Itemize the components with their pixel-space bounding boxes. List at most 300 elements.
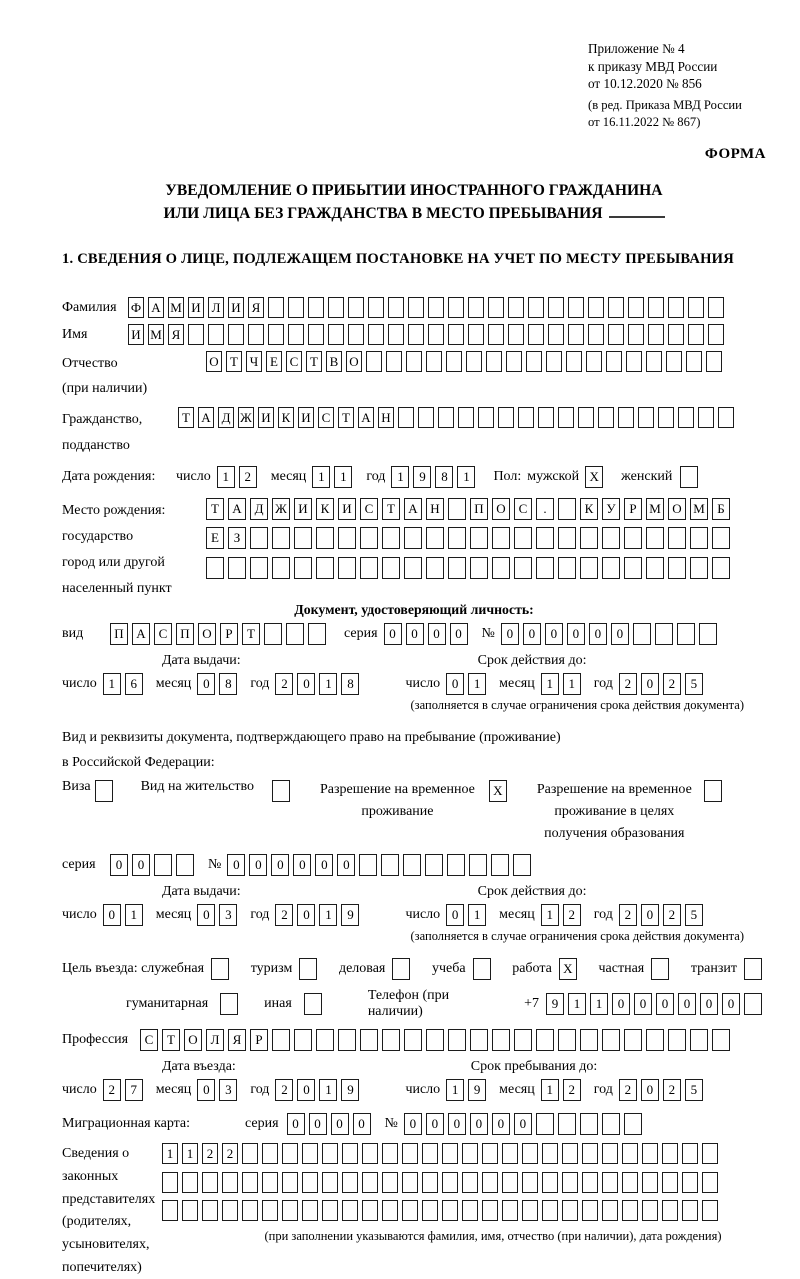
char-cell[interactable]	[208, 324, 224, 345]
char-cell[interactable]	[95, 780, 113, 802]
char-cell[interactable]: О	[346, 351, 362, 372]
char-cell[interactable]: К	[580, 498, 598, 520]
char-cell[interactable]	[642, 1143, 658, 1164]
char-cell[interactable]	[482, 1143, 498, 1164]
char-cell[interactable]	[542, 1200, 558, 1221]
char-cell[interactable]	[558, 527, 576, 549]
char-cell[interactable]	[322, 1143, 338, 1164]
char-cell[interactable]: .	[536, 498, 554, 520]
char-cell[interactable]: 9	[546, 993, 564, 1015]
char-cell[interactable]: 0	[406, 623, 424, 645]
char-cell[interactable]	[558, 498, 576, 520]
char-cell[interactable]	[488, 297, 504, 318]
char-cell[interactable]	[362, 1143, 378, 1164]
char-cell[interactable]: У	[602, 498, 620, 520]
char-cell[interactable]	[558, 407, 574, 428]
char-cell[interactable]: 0	[337, 854, 355, 876]
char-cell[interactable]	[628, 297, 644, 318]
char-cell[interactable]	[638, 407, 654, 428]
char-cell[interactable]	[288, 324, 304, 345]
char-cell[interactable]	[608, 324, 624, 345]
char-cell[interactable]: 0	[611, 623, 629, 645]
char-cell[interactable]: 1	[103, 673, 121, 695]
char-cell[interactable]	[522, 1172, 538, 1193]
char-cell[interactable]: 1	[182, 1143, 198, 1164]
char-cell[interactable]	[582, 1143, 598, 1164]
char-cell[interactable]	[680, 466, 698, 488]
char-cell[interactable]	[580, 1029, 598, 1051]
char-cell[interactable]: И	[258, 407, 274, 428]
char-cell[interactable]: 0	[426, 1113, 444, 1135]
char-cell[interactable]	[458, 407, 474, 428]
char-cell[interactable]	[628, 324, 644, 345]
char-cell[interactable]	[666, 351, 682, 372]
char-cell[interactable]: А	[358, 407, 374, 428]
char-cell[interactable]: Ж	[272, 498, 290, 520]
char-cell[interactable]	[422, 1143, 438, 1164]
char-cell[interactable]	[294, 1029, 312, 1051]
char-cell[interactable]	[382, 1172, 398, 1193]
char-cell[interactable]	[262, 1172, 278, 1193]
char-cell[interactable]	[448, 498, 466, 520]
char-cell[interactable]	[478, 407, 494, 428]
char-cell[interactable]	[422, 1200, 438, 1221]
char-cell[interactable]	[744, 993, 762, 1015]
char-cell[interactable]	[646, 1029, 664, 1051]
char-cell[interactable]	[608, 297, 624, 318]
char-cell[interactable]: 1	[319, 1079, 337, 1101]
char-cell[interactable]: П	[176, 623, 194, 645]
char-cell[interactable]	[404, 527, 422, 549]
char-cell[interactable]: 0	[514, 1113, 532, 1135]
char-cell[interactable]	[568, 324, 584, 345]
char-cell[interactable]	[682, 1172, 698, 1193]
char-cell[interactable]	[308, 297, 324, 318]
char-cell[interactable]	[328, 324, 344, 345]
char-cell[interactable]: С	[514, 498, 532, 520]
char-cell[interactable]	[302, 1143, 318, 1164]
char-cell[interactable]	[426, 557, 444, 579]
char-cell[interactable]: Т	[242, 623, 260, 645]
char-cell[interactable]: 1	[162, 1143, 178, 1164]
char-cell[interactable]: 0	[492, 1113, 510, 1135]
char-cell[interactable]: 0	[722, 993, 740, 1015]
char-cell[interactable]: И	[228, 297, 244, 318]
char-cell[interactable]: П	[110, 623, 128, 645]
char-cell[interactable]	[508, 297, 524, 318]
char-cell[interactable]	[342, 1172, 358, 1193]
char-cell[interactable]	[712, 1029, 730, 1051]
char-cell[interactable]: 2	[103, 1079, 121, 1101]
char-cell[interactable]: 0	[271, 854, 289, 876]
char-cell[interactable]	[438, 407, 454, 428]
char-cell[interactable]: Е	[206, 527, 224, 549]
char-cell[interactable]	[228, 324, 244, 345]
char-cell[interactable]	[448, 324, 464, 345]
char-cell[interactable]	[342, 1200, 358, 1221]
char-cell[interactable]	[382, 527, 400, 549]
char-cell[interactable]: С	[140, 1029, 158, 1051]
char-cell[interactable]	[514, 557, 532, 579]
char-cell[interactable]	[294, 557, 312, 579]
char-cell[interactable]: 0	[589, 623, 607, 645]
char-cell[interactable]: 0	[678, 993, 696, 1015]
char-cell[interactable]	[536, 557, 554, 579]
char-cell[interactable]	[498, 407, 514, 428]
char-cell[interactable]	[308, 324, 324, 345]
char-cell[interactable]	[426, 351, 442, 372]
char-cell[interactable]	[486, 351, 502, 372]
char-cell[interactable]	[558, 1113, 576, 1135]
char-cell[interactable]: А	[132, 623, 150, 645]
char-cell[interactable]: 8	[435, 466, 453, 488]
char-cell[interactable]	[348, 324, 364, 345]
char-cell[interactable]	[646, 351, 662, 372]
char-cell[interactable]	[154, 854, 172, 876]
char-cell[interactable]: 2	[563, 904, 581, 926]
char-cell[interactable]	[506, 351, 522, 372]
char-cell[interactable]: М	[690, 498, 708, 520]
char-cell[interactable]: 0	[700, 993, 718, 1015]
char-cell[interactable]	[646, 557, 664, 579]
char-cell[interactable]: 1	[563, 673, 581, 695]
char-cell[interactable]	[466, 351, 482, 372]
char-cell[interactable]	[668, 324, 684, 345]
char-cell[interactable]	[308, 623, 326, 645]
char-cell[interactable]: А	[198, 407, 214, 428]
char-cell[interactable]	[162, 1200, 178, 1221]
char-cell[interactable]	[448, 557, 466, 579]
char-cell[interactable]: 2	[275, 904, 293, 926]
char-cell[interactable]	[682, 1200, 698, 1221]
char-cell[interactable]	[182, 1200, 198, 1221]
char-cell[interactable]: 0	[428, 623, 446, 645]
char-cell[interactable]	[322, 1172, 338, 1193]
char-cell[interactable]: А	[228, 498, 246, 520]
char-cell[interactable]	[582, 1172, 598, 1193]
char-cell[interactable]	[492, 527, 510, 549]
char-cell[interactable]	[462, 1172, 478, 1193]
char-cell[interactable]: Т	[338, 407, 354, 428]
char-cell[interactable]	[220, 993, 238, 1015]
char-cell[interactable]	[624, 557, 642, 579]
char-cell[interactable]	[447, 854, 465, 876]
char-cell[interactable]: Б	[712, 498, 730, 520]
char-cell[interactable]	[646, 527, 664, 549]
char-cell[interactable]: X	[585, 466, 603, 488]
char-cell[interactable]	[648, 324, 664, 345]
char-cell[interactable]: Н	[426, 498, 444, 520]
char-cell[interactable]	[562, 1143, 578, 1164]
char-cell[interactable]: 2	[619, 1079, 637, 1101]
char-cell[interactable]	[442, 1143, 458, 1164]
char-cell[interactable]	[470, 557, 488, 579]
char-cell[interactable]	[228, 557, 246, 579]
char-cell[interactable]	[342, 1143, 358, 1164]
char-cell[interactable]	[598, 407, 614, 428]
char-cell[interactable]	[558, 1029, 576, 1051]
char-cell[interactable]: Т	[306, 351, 322, 372]
char-cell[interactable]	[602, 1113, 620, 1135]
char-cell[interactable]	[188, 324, 204, 345]
char-cell[interactable]	[686, 351, 702, 372]
char-cell[interactable]: 1	[468, 904, 486, 926]
char-cell[interactable]	[536, 1113, 554, 1135]
char-cell[interactable]	[606, 351, 622, 372]
char-cell[interactable]	[492, 1029, 510, 1051]
char-cell[interactable]	[242, 1143, 258, 1164]
char-cell[interactable]	[744, 958, 762, 980]
char-cell[interactable]	[359, 854, 377, 876]
char-cell[interactable]	[392, 958, 410, 980]
char-cell[interactable]	[688, 297, 704, 318]
char-cell[interactable]	[348, 297, 364, 318]
char-cell[interactable]	[588, 297, 604, 318]
char-cell[interactable]	[288, 297, 304, 318]
char-cell[interactable]	[536, 527, 554, 549]
char-cell[interactable]: 0	[197, 1079, 215, 1101]
char-cell[interactable]: Т	[382, 498, 400, 520]
char-cell[interactable]	[408, 297, 424, 318]
char-cell[interactable]	[624, 1113, 642, 1135]
char-cell[interactable]: 0	[656, 993, 674, 1015]
char-cell[interactable]	[304, 993, 322, 1015]
char-cell[interactable]: Н	[378, 407, 394, 428]
char-cell[interactable]: И	[188, 297, 204, 318]
char-cell[interactable]	[702, 1172, 718, 1193]
char-cell[interactable]	[642, 1172, 658, 1193]
char-cell[interactable]	[202, 1172, 218, 1193]
char-cell[interactable]: Р	[624, 498, 642, 520]
char-cell[interactable]: 2	[663, 673, 681, 695]
char-cell[interactable]	[678, 407, 694, 428]
char-cell[interactable]	[425, 854, 443, 876]
char-cell[interactable]	[582, 1200, 598, 1221]
char-cell[interactable]: 0	[470, 1113, 488, 1135]
char-cell[interactable]	[690, 557, 708, 579]
char-cell[interactable]	[514, 527, 532, 549]
char-cell[interactable]	[448, 1029, 466, 1051]
char-cell[interactable]: И	[298, 407, 314, 428]
char-cell[interactable]	[622, 1172, 638, 1193]
char-cell[interactable]: О	[184, 1029, 202, 1051]
char-cell[interactable]	[268, 324, 284, 345]
char-cell[interactable]: X	[489, 780, 507, 802]
char-cell[interactable]	[580, 1113, 598, 1135]
char-cell[interactable]	[403, 854, 421, 876]
char-cell[interactable]	[482, 1172, 498, 1193]
char-cell[interactable]	[418, 407, 434, 428]
char-cell[interactable]	[668, 557, 686, 579]
char-cell[interactable]: 1	[541, 904, 559, 926]
char-cell[interactable]	[491, 854, 509, 876]
char-cell[interactable]	[712, 557, 730, 579]
char-cell[interactable]: Я	[228, 1029, 246, 1051]
char-cell[interactable]	[286, 623, 304, 645]
char-cell[interactable]	[568, 297, 584, 318]
char-cell[interactable]	[162, 1172, 178, 1193]
char-cell[interactable]	[566, 351, 582, 372]
char-cell[interactable]	[580, 527, 598, 549]
char-cell[interactable]: 0	[197, 904, 215, 926]
char-cell[interactable]: 0	[315, 854, 333, 876]
char-cell[interactable]	[442, 1200, 458, 1221]
char-cell[interactable]	[655, 623, 673, 645]
char-cell[interactable]: 0	[309, 1113, 327, 1135]
char-cell[interactable]	[402, 1143, 418, 1164]
char-cell[interactable]	[522, 1200, 538, 1221]
char-cell[interactable]	[708, 297, 724, 318]
char-cell[interactable]	[211, 958, 229, 980]
char-cell[interactable]: 0	[404, 1113, 422, 1135]
char-cell[interactable]	[404, 557, 422, 579]
char-cell[interactable]	[302, 1200, 318, 1221]
char-cell[interactable]: 0	[446, 904, 464, 926]
char-cell[interactable]	[262, 1143, 278, 1164]
char-cell[interactable]: Л	[206, 1029, 224, 1051]
char-cell[interactable]: Ч	[246, 351, 262, 372]
char-cell[interactable]: О	[198, 623, 216, 645]
char-cell[interactable]	[668, 297, 684, 318]
char-cell[interactable]	[546, 351, 562, 372]
char-cell[interactable]: 1	[590, 993, 608, 1015]
char-cell[interactable]: 2	[222, 1143, 238, 1164]
char-cell[interactable]	[622, 1143, 638, 1164]
char-cell[interactable]	[442, 1172, 458, 1193]
char-cell[interactable]	[360, 527, 378, 549]
char-cell[interactable]	[468, 297, 484, 318]
char-cell[interactable]	[468, 324, 484, 345]
char-cell[interactable]: 1	[468, 673, 486, 695]
char-cell[interactable]	[502, 1143, 518, 1164]
char-cell[interactable]: И	[294, 498, 312, 520]
char-cell[interactable]	[299, 958, 317, 980]
char-cell[interactable]	[316, 557, 334, 579]
char-cell[interactable]: Е	[266, 351, 282, 372]
char-cell[interactable]	[428, 297, 444, 318]
char-cell[interactable]: К	[316, 498, 334, 520]
char-cell[interactable]	[382, 557, 400, 579]
char-cell[interactable]: Л	[208, 297, 224, 318]
char-cell[interactable]: 0	[641, 904, 659, 926]
char-cell[interactable]: 2	[563, 1079, 581, 1101]
char-cell[interactable]: 2	[202, 1143, 218, 1164]
char-cell[interactable]	[250, 527, 268, 549]
char-cell[interactable]	[502, 1172, 518, 1193]
char-cell[interactable]: X	[559, 958, 577, 980]
char-cell[interactable]: 0	[353, 1113, 371, 1135]
char-cell[interactable]: Д	[250, 498, 268, 520]
char-cell[interactable]	[264, 623, 282, 645]
char-cell[interactable]: 0	[287, 1113, 305, 1135]
char-cell[interactable]	[718, 407, 734, 428]
char-cell[interactable]: 1	[312, 466, 330, 488]
char-cell[interactable]	[448, 297, 464, 318]
char-cell[interactable]	[282, 1200, 298, 1221]
char-cell[interactable]: 2	[663, 904, 681, 926]
char-cell[interactable]	[482, 1200, 498, 1221]
char-cell[interactable]: 8	[341, 673, 359, 695]
char-cell[interactable]	[562, 1200, 578, 1221]
char-cell[interactable]: С	[154, 623, 172, 645]
char-cell[interactable]	[677, 623, 695, 645]
char-cell[interactable]: К	[278, 407, 294, 428]
char-cell[interactable]	[322, 1200, 338, 1221]
char-cell[interactable]: Ж	[238, 407, 254, 428]
char-cell[interactable]: 1	[319, 673, 337, 695]
char-cell[interactable]	[338, 1029, 356, 1051]
char-cell[interactable]: 9	[341, 1079, 359, 1101]
char-cell[interactable]: Д	[218, 407, 234, 428]
char-cell[interactable]: А	[404, 498, 422, 520]
char-cell[interactable]	[542, 1143, 558, 1164]
char-cell[interactable]: Р	[220, 623, 238, 645]
char-cell[interactable]	[508, 324, 524, 345]
char-cell[interactable]: 2	[275, 1079, 293, 1101]
char-cell[interactable]	[202, 1200, 218, 1221]
char-cell[interactable]	[548, 297, 564, 318]
char-cell[interactable]: 0	[227, 854, 245, 876]
char-cell[interactable]	[668, 527, 686, 549]
char-cell[interactable]: Т	[178, 407, 194, 428]
char-cell[interactable]	[402, 1172, 418, 1193]
char-cell[interactable]: 7	[125, 1079, 143, 1101]
char-cell[interactable]	[428, 324, 444, 345]
char-cell[interactable]: 6	[125, 673, 143, 695]
char-cell[interactable]: 0	[297, 904, 315, 926]
char-cell[interactable]	[402, 1200, 418, 1221]
char-cell[interactable]	[316, 527, 334, 549]
char-cell[interactable]	[602, 1143, 618, 1164]
char-cell[interactable]	[513, 854, 531, 876]
char-cell[interactable]: Я	[168, 324, 184, 345]
char-cell[interactable]	[360, 1029, 378, 1051]
char-cell[interactable]	[398, 407, 414, 428]
char-cell[interactable]	[469, 854, 487, 876]
char-cell[interactable]	[578, 407, 594, 428]
char-cell[interactable]	[222, 1172, 238, 1193]
char-cell[interactable]	[536, 1029, 554, 1051]
char-cell[interactable]: 1	[457, 466, 475, 488]
char-cell[interactable]	[698, 407, 714, 428]
char-cell[interactable]	[446, 351, 462, 372]
char-cell[interactable]	[294, 527, 312, 549]
char-cell[interactable]	[624, 527, 642, 549]
char-cell[interactable]	[668, 1029, 686, 1051]
char-cell[interactable]: Я	[248, 297, 264, 318]
char-cell[interactable]	[702, 1143, 718, 1164]
char-cell[interactable]: 0	[249, 854, 267, 876]
char-cell[interactable]: З	[228, 527, 246, 549]
char-cell[interactable]: 1	[334, 466, 352, 488]
char-cell[interactable]	[548, 324, 564, 345]
char-cell[interactable]	[422, 1172, 438, 1193]
char-cell[interactable]: 0	[641, 1079, 659, 1101]
char-cell[interactable]	[360, 557, 378, 579]
char-cell[interactable]: 3	[219, 904, 237, 926]
char-cell[interactable]	[648, 297, 664, 318]
char-cell[interactable]	[176, 854, 194, 876]
char-cell[interactable]	[580, 557, 598, 579]
char-cell[interactable]	[206, 557, 224, 579]
char-cell[interactable]	[262, 1200, 278, 1221]
char-cell[interactable]	[502, 1200, 518, 1221]
char-cell[interactable]	[382, 1029, 400, 1051]
char-cell[interactable]	[588, 324, 604, 345]
char-cell[interactable]: 2	[619, 673, 637, 695]
char-cell[interactable]: 1	[541, 1079, 559, 1101]
char-cell[interactable]: 5	[685, 1079, 703, 1101]
